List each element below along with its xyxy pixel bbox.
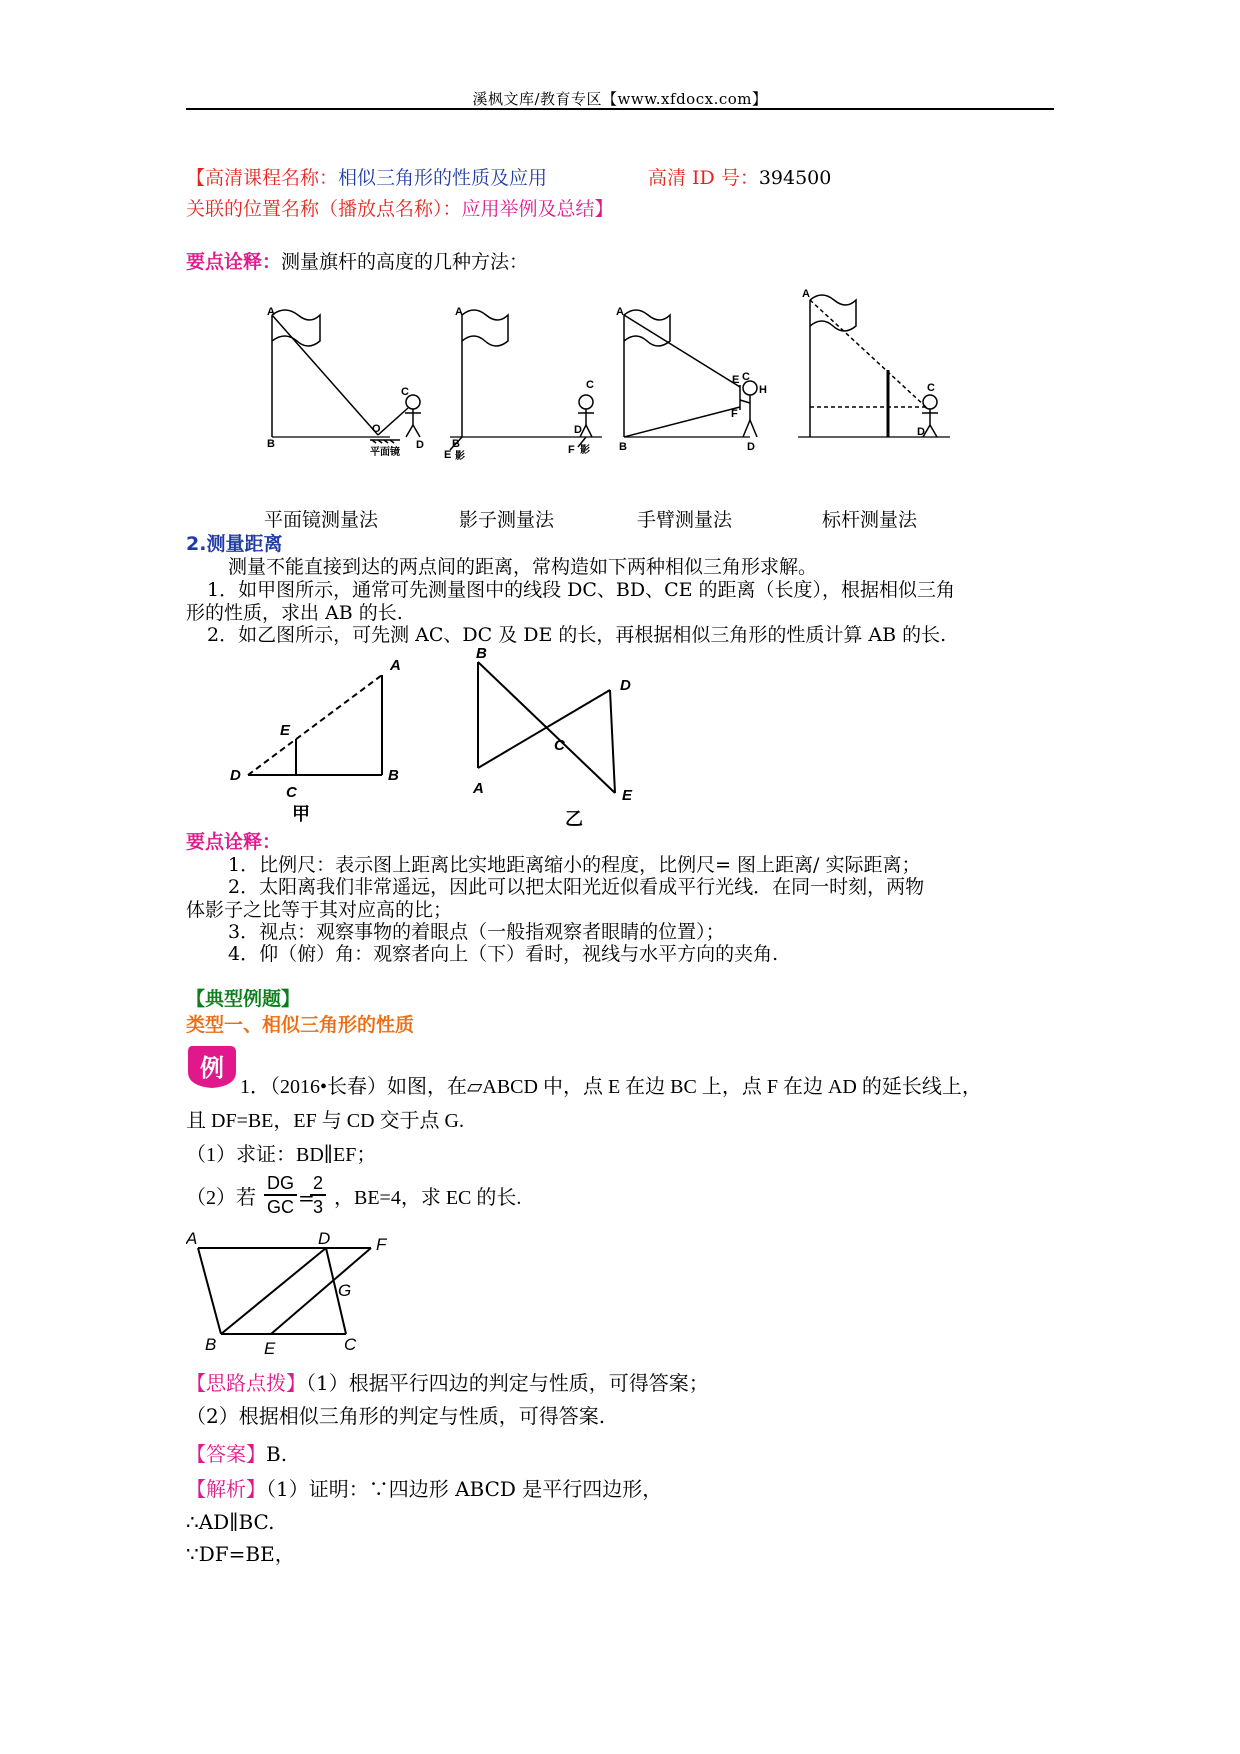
answer-line <box>186 1442 287 1466</box>
course-id <box>648 166 831 190</box>
arm-label-f: F <box>731 408 738 420</box>
yi-label-a: A <box>473 780 484 797</box>
pole-label-a: A <box>802 288 810 300</box>
note-4: 4．仰（俯）角：观察者向上（下）看时，视线与水平方向的夹角. <box>228 943 779 965</box>
caption-mirror: 平面镜测量法 <box>264 509 379 531</box>
shadow-label-a: A <box>455 306 463 318</box>
course-name-prefix: 【高清课程名称： <box>186 167 339 189</box>
note-2b: 体影子之比等于其对应高的比； <box>186 899 453 921</box>
key-points-label: 要点诠释： <box>186 251 282 273</box>
jia-label-c: C <box>286 784 297 801</box>
shadow-label-c: C <box>586 379 594 391</box>
mirror-label-b: B <box>267 438 275 450</box>
hint-text1: （1）根据平行四边的判定与性质，可得答案； <box>306 1371 709 1395</box>
shadow-label-f: F <box>568 444 575 456</box>
mirror-label-a: A <box>267 306 275 318</box>
type1-heading: 类型一、相似三角形的性质 <box>186 1014 415 1036</box>
analysis-label: 【解析】 <box>186 1477 266 1501</box>
section-title-distance: 2.测量距离 <box>186 533 283 555</box>
para-label-b: B <box>205 1335 217 1354</box>
yi-caption: 乙 <box>565 809 583 829</box>
shadow-label-shadow2: 影 <box>580 445 590 456</box>
fraction-equals: = <box>298 1186 315 1210</box>
fraction2-denominator: 3 <box>313 1197 324 1217</box>
fraction-2-3 <box>310 1172 326 1218</box>
para-label-c: C <box>344 1335 357 1354</box>
para-label-a: A <box>186 1230 198 1248</box>
question1-a: 1．（2016•长春）如图，在▱ABCD 中，点 E 在边 BC 上，点 F 在边 AD 的延长线上， <box>240 1076 982 1098</box>
key-points-line <box>186 250 528 274</box>
arm-label-h: H <box>759 384 767 396</box>
hint-label: 【思路点拨】 <box>186 1371 306 1395</box>
jia-label-a: A <box>390 657 401 674</box>
jia-caption: 甲 <box>292 804 310 824</box>
pole-label-d: D <box>917 426 925 438</box>
para-label-g: G <box>338 1281 352 1300</box>
flagpole-figures <box>250 285 1070 470</box>
question1-b: 且 DF=BE，EF 与 CD 交于点 G. <box>186 1110 464 1132</box>
mirror-label-o: O <box>372 423 381 435</box>
fraction-numerator: DG <box>264 1172 297 1196</box>
arm-label-a: A <box>616 306 624 318</box>
arm-label-e: E <box>732 374 740 386</box>
shadow-label-shadow1: 影 <box>455 451 465 462</box>
course-name-line <box>186 166 547 190</box>
question1-part2-suffix: ，BE=4，求 EC 的长. <box>334 1187 522 1209</box>
pole-label-c: C <box>927 382 935 394</box>
shadow-label-d: D <box>574 424 582 436</box>
jia-label-e: E <box>280 722 291 739</box>
note-1: 1．比例尺：表示图上距离比实地距离缩小的程度，比例尺= 图上距离/ 实际距离； <box>228 854 921 876</box>
yi-label-d: D <box>620 677 631 694</box>
analysis-line3: ∵DF=BE， <box>186 1542 295 1566</box>
yi-label-c: C <box>554 737 565 754</box>
key-points-intro: 测量旗杆的高度的几种方法： <box>281 251 529 273</box>
parallelogram-figure <box>186 1230 406 1360</box>
caption-pole: 标杆测量法 <box>822 509 918 531</box>
position-value: 应用举例及总结】 <box>461 198 614 220</box>
para-label-e: E <box>264 1339 276 1358</box>
fraction2-numerator: 2 <box>310 1172 326 1196</box>
course-name: 相似三角形的性质及应用 <box>338 167 548 189</box>
example-badge-text: 例 <box>200 1055 224 1082</box>
distance-item1-a: 1．如甲图所示，通常可先测量图中的线段 DC、BD、CE 的距离（长度），根据相似三角 <box>207 579 956 601</box>
course-id-value: 394500 <box>758 167 832 189</box>
question1-part1: （1）求证：BD∥EF； <box>186 1144 377 1166</box>
yi-label-e: E <box>622 787 633 804</box>
course-id-label: 高清 ID 号： <box>648 167 759 189</box>
answer-text: B. <box>266 1442 288 1466</box>
notes-label: 要点诠释： <box>186 831 282 853</box>
figure-jia <box>248 675 382 775</box>
position-line <box>186 197 614 221</box>
analysis-line2: ∴AD∥BC. <box>186 1510 275 1534</box>
distance-item1-b: 形的性质，求出 AB 的长. <box>186 602 403 624</box>
analysis-text1: （1）证明：∵四边形 ABCD 是平行四边形， <box>266 1477 663 1501</box>
hint-line2: （2）根据相似三角形的判定与性质，可得答案. <box>186 1404 606 1428</box>
figure-yi <box>478 662 615 793</box>
arm-label-b: B <box>619 441 627 453</box>
fraction-dg-gc <box>264 1172 297 1218</box>
arm-label-d: D <box>747 441 755 453</box>
note-2a: 2．太阳离我们非常遥远，因此可以把太阳光近似看成平行光线．在同一时刻，两物 <box>228 876 925 898</box>
header-divider <box>186 108 1054 110</box>
mirror-label-plane: 平面镜 <box>370 447 400 458</box>
examples-heading: 【典型例题】 <box>186 988 301 1010</box>
distance-intro: 测量不能直接到达的两点间的距离，常构造如下两种相似三角形求解。 <box>228 556 818 578</box>
mirror-label-d: D <box>416 439 424 451</box>
shadow-label-e: E <box>444 449 452 461</box>
answer-label: 【答案】 <box>186 1442 266 1466</box>
yi-label-b: B <box>476 645 487 662</box>
analysis-line1 <box>186 1477 662 1501</box>
caption-shadow: 影子测量法 <box>459 509 555 531</box>
distance-item2: 2．如乙图所示，可先测 AC、DC 及 DE 的长，再根据相似三角形的性质计算 AB 的长. <box>207 624 947 646</box>
hint-line1 <box>186 1371 709 1395</box>
figure-mirror-method <box>272 310 421 443</box>
figure-pole-method <box>798 295 950 437</box>
para-label-f: F <box>376 1235 387 1254</box>
note-3: 3．视点：观察事物的着眼点（一般指观察者眼睛的位置）； <box>228 921 725 943</box>
example-badge <box>186 1042 238 1090</box>
jia-label-b: B <box>388 767 399 784</box>
fraction-denominator: GC <box>267 1197 294 1217</box>
caption-arm: 手臂测量法 <box>637 509 733 531</box>
para-label-d: D <box>318 1230 331 1248</box>
shadow-label-b: B <box>452 438 460 450</box>
jia-label-d: D <box>230 767 241 784</box>
position-label: 关联的位置名称（播放点名称）： <box>186 198 462 220</box>
question1-part2-prefix: （2）若 <box>186 1187 256 1209</box>
mirror-label-c: C <box>401 386 409 398</box>
arm-label-c: C <box>742 371 750 383</box>
page-header: 溪枫文库/教育专区【www.xfdocx.com】 <box>472 90 768 108</box>
distance-figures <box>220 640 700 830</box>
